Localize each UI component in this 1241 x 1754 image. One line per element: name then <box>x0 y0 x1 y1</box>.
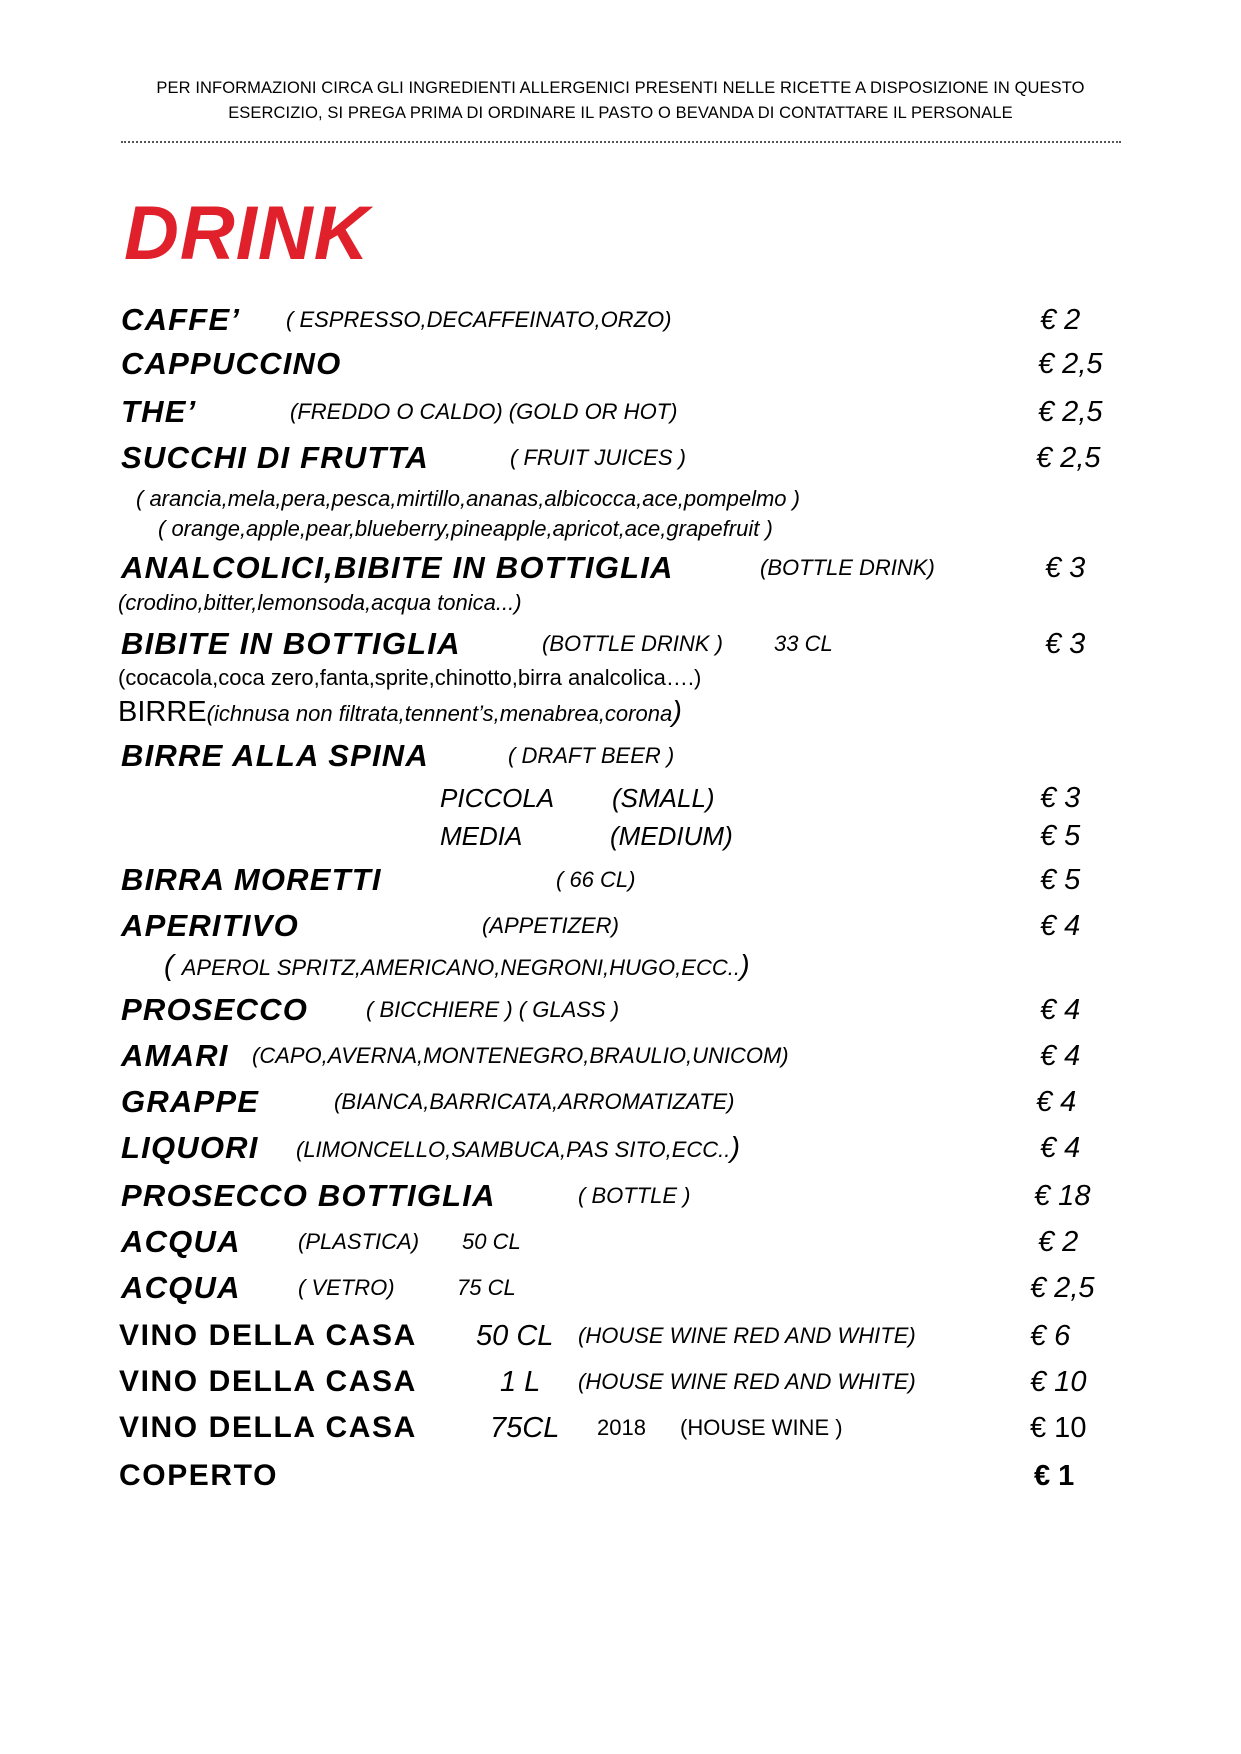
detail-text: ( arancia,mela,pera,pesca,mirtillo,ananas,albicocca,ace,pompelmo ) <box>136 486 800 511</box>
item-price: € 18 <box>1034 1180 1091 1212</box>
item-desc: ( FRUIT JUICES ) <box>510 445 686 470</box>
item-desc: ( ESPRESSO,DECAFFEINATO,ORZO) <box>286 307 672 332</box>
bibite-detail <box>0 662 1241 694</box>
item-name: PROSECCO <box>121 992 309 1027</box>
item-name: ACQUA <box>121 1224 241 1259</box>
item-name: BIBITE IN BOTTIGLIA <box>121 626 461 661</box>
item-desc: (PLASTICA) <box>298 1229 420 1254</box>
item-price: € 2,5 <box>1030 1272 1095 1304</box>
size-label: MEDIA <box>440 821 523 851</box>
menu-item-analcolici <box>0 548 1241 588</box>
item-price: € 5 <box>1040 820 1081 852</box>
birre-lead: BIRRE <box>118 696 207 728</box>
item-desc <box>296 1128 740 1170</box>
item-price: € 4 <box>1040 1040 1081 1072</box>
detail-list: APEROL SPRITZ,AMERICANO,NEGRONI,HUGO,ECC.. <box>181 955 740 980</box>
item-desc: (BIANCA,BARRICATA,ARROMATIZATE) <box>334 1089 735 1114</box>
detail-text <box>164 950 750 984</box>
menu-item-coperto <box>0 1456 1241 1496</box>
item-price: € 2,5 <box>1036 442 1101 474</box>
item-price: € 5 <box>1040 864 1081 896</box>
menu-item-cappuccino <box>0 344 1241 384</box>
item-desc: (APPETIZER) <box>482 913 619 938</box>
spina-medium <box>0 816 1241 856</box>
detail-text <box>118 696 682 730</box>
item-desc: ( BICCHIERE ) ( GLASS ) <box>366 997 620 1022</box>
item-name: VINO DELLA CASA <box>119 1365 417 1398</box>
item-name: VINO DELLA CASA <box>119 1319 417 1352</box>
item-name: LIQUORI <box>121 1130 259 1165</box>
notice-line-1: PER INFORMAZIONI CIRCA GLI INGREDIENTI ALLERGENICI PRESENTI NELLE RICETTE A DISPOSIZIONE IN QUESTO <box>156 79 1085 97</box>
analcolici-detail <box>0 587 1241 619</box>
item-desc: ( 66 CL) <box>556 867 636 892</box>
item-price: € 6 <box>1030 1320 1071 1352</box>
item-size: 75 CL <box>457 1275 516 1300</box>
item-name: BIRRE ALLA SPINA <box>121 738 429 773</box>
item-size: 50 CL <box>462 1229 521 1254</box>
menu-item-amari <box>0 1036 1241 1076</box>
item-price: € 2 <box>1040 304 1081 336</box>
notice-line-2: ESERCIZIO, SI PREGA PRIMA DI ORDINARE IL PASTO O BEVANDA DI CONTATTARE IL PERSONALE <box>228 104 1013 122</box>
menu-item-vino-1l <box>0 1362 1241 1402</box>
item-year: 2018 <box>597 1415 646 1440</box>
detail-open: ( <box>164 950 182 982</box>
size-label-en: (SMALL) <box>612 783 715 813</box>
item-price: € 4 <box>1040 994 1081 1026</box>
menu-item-vino-75cl <box>0 1408 1241 1448</box>
menu-item-acqua-vetro <box>0 1268 1241 1308</box>
item-size: 1 L <box>500 1366 541 1398</box>
item-desc: (HOUSE WINE RED AND WHITE) <box>578 1369 916 1394</box>
item-name: COPERTO <box>119 1459 279 1492</box>
item-name: GRAPPE <box>121 1084 260 1119</box>
menu-item-spina <box>0 736 1241 776</box>
spina-small <box>0 778 1241 818</box>
item-price: € 2,5 <box>1038 348 1103 380</box>
item-name: ANALCOLICI,BIBITE IN BOTTIGLIA <box>121 550 674 585</box>
page-title: DRINK <box>124 191 370 276</box>
item-name: VINO DELLA CASA <box>119 1411 417 1444</box>
size-label: PICCOLA <box>440 783 555 813</box>
allergen-notice <box>0 76 1241 126</box>
menu-item-grappe <box>0 1082 1241 1122</box>
item-name: CAPPUCCINO <box>121 346 342 381</box>
menu-item-the <box>0 392 1241 432</box>
detail-close: ) <box>739 950 750 982</box>
size-label-en: (MEDIUM) <box>610 821 733 851</box>
birre-detail <box>0 696 1241 728</box>
item-name: CAFFE’ <box>121 302 241 337</box>
item-size: 33 CL <box>774 631 833 656</box>
item-name: PROSECCO BOTTIGLIA <box>121 1178 496 1213</box>
item-size: 50 CL <box>476 1320 554 1352</box>
item-desc: (FREDDO O CALDO) (GOLD OR HOT) <box>290 399 678 424</box>
succhi-detail-en <box>0 513 1241 545</box>
item-price: € 3 <box>1045 552 1086 584</box>
detail-text: ( orange,apple,pear,blueberry,pineapple,apricot,ace,grapefruit ) <box>158 516 773 541</box>
item-size: 75CL <box>490 1412 560 1444</box>
item-price: € 10 <box>1030 1366 1087 1398</box>
dotted-divider <box>121 141 1121 143</box>
item-desc: ( BOTTLE ) <box>578 1183 691 1208</box>
item-desc: (BOTTLE DRINK) <box>760 555 935 580</box>
detail-text: (cocacola,coca zero,fanta,sprite,chinotto,birra analcolica….) <box>118 665 702 690</box>
item-name: SUCCHI DI FRUTTA <box>121 440 429 475</box>
menu-item-succhi <box>0 438 1241 478</box>
item-desc: ( DRAFT BEER ) <box>508 743 675 768</box>
item-desc: (HOUSE WINE ) <box>680 1415 843 1440</box>
item-name: ACQUA <box>121 1270 241 1305</box>
item-price: € 3 <box>1040 782 1081 814</box>
item-price: € 4 <box>1040 1132 1081 1164</box>
menu-item-prosecco-bottiglia <box>0 1176 1241 1216</box>
aperitivo-detail <box>0 950 1241 982</box>
menu-item-prosecco <box>0 990 1241 1030</box>
menu-item-bibite <box>0 624 1241 664</box>
item-name: AMARI <box>121 1038 229 1073</box>
item-desc: ( VETRO) <box>298 1275 395 1300</box>
birre-list: (ichnusa non filtrata,tennent’s,menabrea,corona <box>206 701 673 726</box>
succhi-detail-it <box>0 483 1241 515</box>
menu-item-moretti <box>0 860 1241 900</box>
item-desc: (HOUSE WINE RED AND WHITE) <box>578 1323 916 1348</box>
menu-item-vino-50cl <box>0 1316 1241 1356</box>
item-price: € 4 <box>1036 1086 1077 1118</box>
menu-item-aperitivo <box>0 906 1241 946</box>
item-price: € 1 <box>1034 1460 1075 1492</box>
menu-item-caffe <box>0 300 1241 340</box>
menu-item-acqua-plastica <box>0 1222 1241 1262</box>
item-name: THE’ <box>121 394 197 429</box>
desc-close: ) <box>730 1132 741 1164</box>
menu-item-liquori <box>0 1128 1241 1168</box>
item-price: € 2 <box>1038 1226 1079 1258</box>
item-desc: (BOTTLE DRINK ) <box>542 631 723 656</box>
item-price: € 2,5 <box>1038 396 1103 428</box>
desc-text: (LIMONCELLO,SAMBUCA,PAS SITO,ECC.. <box>296 1137 731 1162</box>
birre-close: ) <box>672 696 682 728</box>
detail-text: (crodino,bitter,lemonsoda,acqua tonica...) <box>118 590 522 615</box>
item-price: € 10 <box>1030 1412 1087 1444</box>
item-desc: (CAPO,AVERNA,MONTENEGRO,BRAULIO,UNICOM) <box>252 1043 789 1068</box>
item-name: APERITIVO <box>121 908 299 943</box>
item-price: € 3 <box>1045 628 1086 660</box>
item-price: € 4 <box>1040 910 1081 942</box>
item-name: BIRRA MORETTI <box>121 862 382 897</box>
